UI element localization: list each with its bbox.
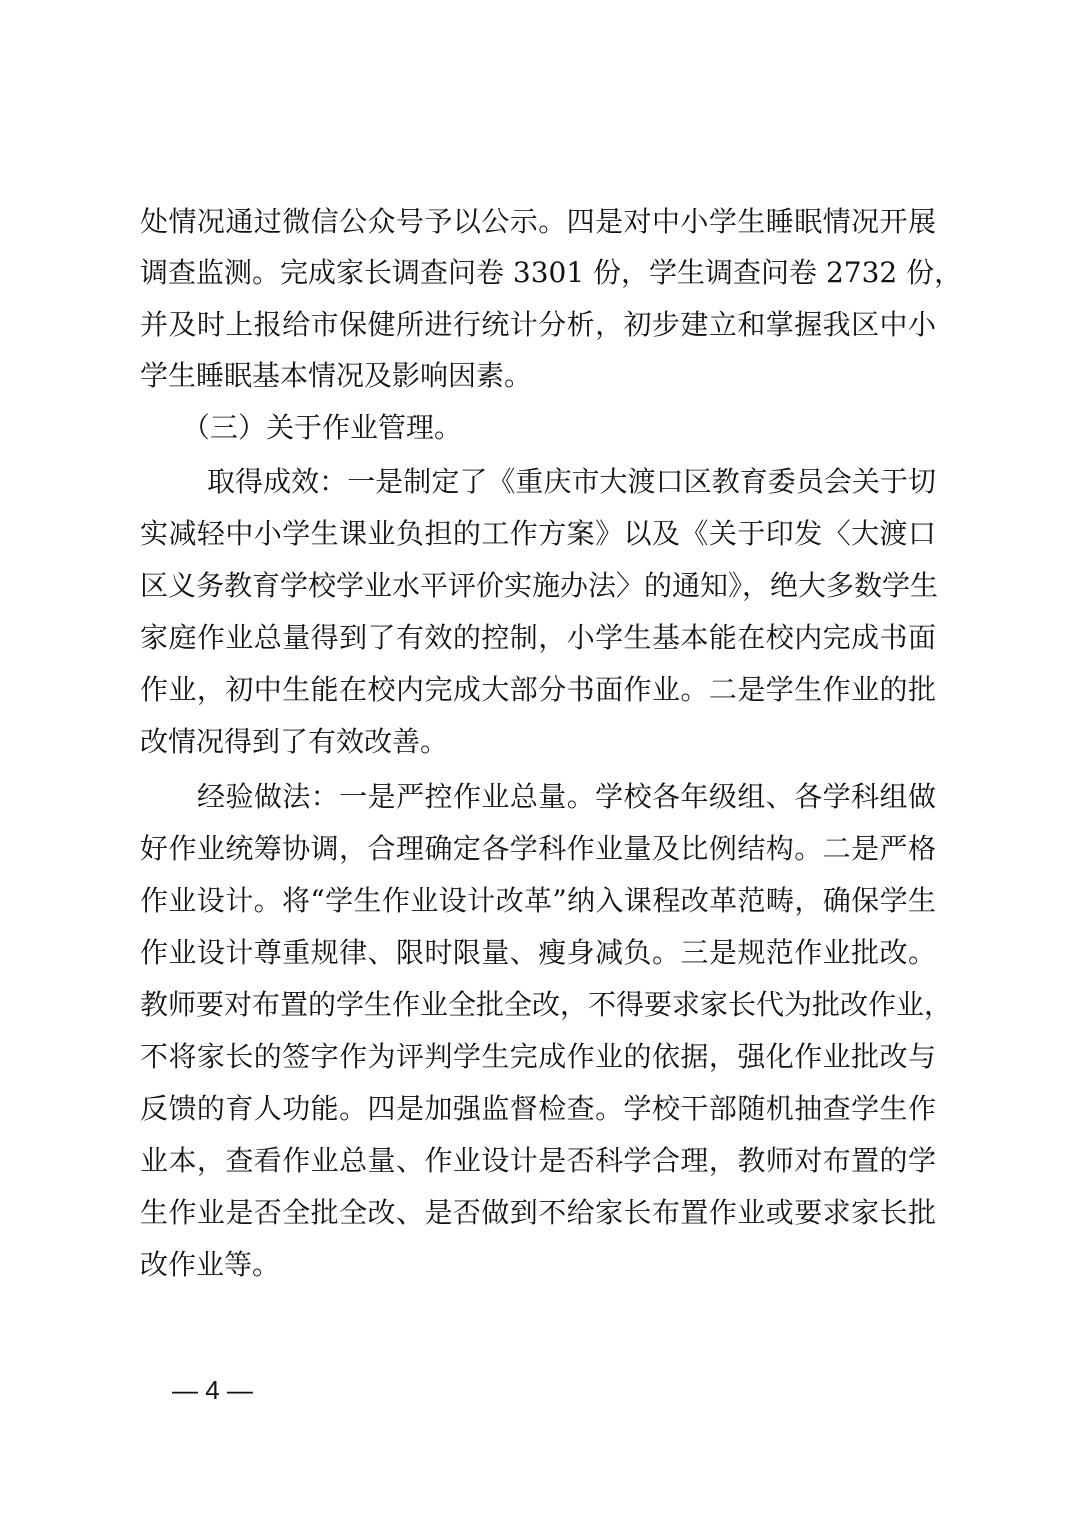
text-line: 学生睡眠基本情况及影响因素。 (140, 359, 533, 392)
text-line: 调查监测。完成家长调查问卷 3301 份，学生调查问卷 2732 份， (140, 256, 963, 289)
text-line: 改情况得到了有效改善。 (140, 725, 449, 758)
text-line: 作业设计尊重规律、限时限量、瘦身减负。三是规范作业批改。 (140, 936, 936, 969)
text-line: 生作业是否全批全改、是否做到不给家长布置作业或要求家长批 (140, 1196, 936, 1229)
text-line: 家庭作业总量得到了有效的控制，小学生基本能在校内完成书面 (140, 621, 936, 654)
text-line: 实减轻中小学生课业负担的工作方案》以及《关于印发〈大渡口 (140, 517, 936, 550)
section-heading: （三）关于作业管理。 (182, 411, 463, 444)
text-line: 好作业统筹协调，合理确定各学科作业量及比例结构。二是严格 (140, 832, 936, 865)
text-line: 教师要对布置的学生作业全批全改，不得要求家长代为批改作业， (140, 988, 953, 1021)
text-line: 作业设计。将“学生作业设计改革”纳入课程改革范畴，确保学生 (140, 884, 936, 917)
text-line: 处情况通过微信公众号予以公示。四是对中小学生睡眠情况开展 (140, 205, 936, 238)
text-line: 并及时上报给市保健所进行统计分析，初步建立和掌握我区中小 (140, 308, 936, 341)
text-line: 作业，初中生能在校内完成大部分书面作业。二是学生作业的批 (140, 673, 936, 706)
text-line: 区义务教育学校学业水平评价实施办法〉的通知》，绝大多数学生 (140, 569, 939, 602)
text-line: 改作业等。 (140, 1248, 281, 1281)
text-line: 取得成效：一是制定了《重庆市大渡口区教育委员会关于切 (207, 465, 936, 498)
text-line: 不将家长的签字作为评判学生完成作业的依据，强化作业批改与 (140, 1040, 936, 1073)
text-line: 经验做法：一是严控作业总量。学校各年级组、各学科组做 (197, 780, 936, 813)
text-line: 业本，查看作业总量、作业设计是否科学合理，教师对布置的学 (140, 1144, 936, 1177)
page-number: — 4 — (172, 1375, 253, 1405)
text-line: 反馈的育人功能。四是加强监督检查。学校干部随机抽查学生作 (140, 1092, 936, 1125)
